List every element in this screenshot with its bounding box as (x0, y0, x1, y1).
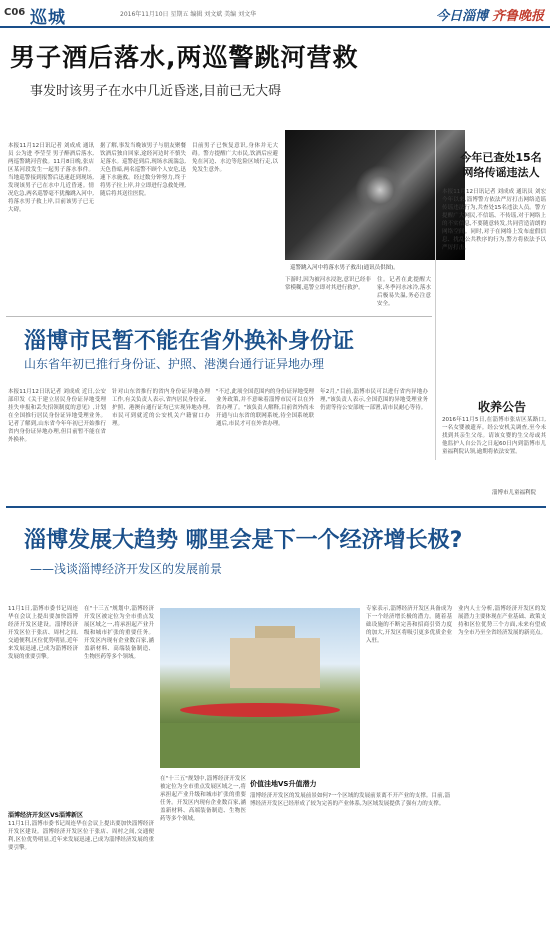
sidebar1-headline: 今年已查处15名网络传谣违法人 (460, 151, 542, 179)
logo-a: 今日淄博 (435, 9, 488, 24)
page-number: C06 (4, 7, 26, 18)
sidebar2-footer: 淄博市儿童福利院 (492, 490, 537, 496)
sidebar1-body: 本报11月12日讯记者 刘成成 通讯员 刘宏 今年以来,淄博警方依法严厉打击网络造谣传谣违法行为,共查处15名违法人员。警方提醒广大网民,不信谣、不传谣,对于网络上的不实信息,不要随意转发,共同营造清朗的网络空间。同时,对于在网络上发布虚假信息、扰乱公共秩序的行为,警方将依法予以严厉打击。 (442, 189, 546, 251)
masthead-logo (436, 5, 544, 24)
story2-col4: 年2月,"目前,淄博市民可以进行省内异地办理,"该负责人表示,全国范围的异地受理业务仍需等待公安部统一部署,请市民耐心等待。 (320, 389, 428, 411)
story3-col4: 业内人士分析,淄博经济开发区的发展潜力主要体现在产业基础、政策支持和区位优势三个方面,未来有望成为全市乃至全省经济发展的新亮点。 (458, 606, 546, 636)
story1-col3: 目前男子已恢复意识,身体并无大碍。警方提醒广大市民,饮酒后应避免在河边、水边等危险区域行走,以免发生意外。 (192, 143, 278, 173)
story2-headline: 淄博市民暂不能在省外换补身份证 (24, 329, 355, 354)
story1-col1: 本报11月12日讯记者 刘成成 通讯员 公为进 李莹莹 男子醉酒后落水,两巡警跳河营救。11月8日晚,张店区某河段发生一起男子落水事件。当地巡警接到报警后迅速赶到现场,发现该男子已在水中几近昏迷。情况危急,两名巡警毫不犹豫跳入河中,将落水男子救上岸,目前该男子已无大碍。 (8, 143, 94, 213)
column-divider (435, 130, 436, 460)
story3-col1: 11月1日,淄博市委书记周连华在会议上提出要加快淄博经济开发区建设。淄博经济开发区位于张店、周村之间,交通便利,区位优势明显,近年来发展迅速,已成为淄博经济发展的重要引擎。 (8, 606, 78, 660)
story2-col2: 针对山东省推行的省内身份证异地办理工作,有关负责人表示,省内居民身份证、护照、港澳台通行证均已实现异地办理,市民可到就近的公安机关户籍窗口办理。 (112, 389, 210, 427)
photo-building (230, 638, 320, 688)
story3-subtitle: 淄博经济开发区VS淄博新区 (8, 812, 83, 819)
sidebar2-body: 2016年11月5日,在淄博市张店区某路口,一名女婴被遗弃。经公安机关调查,至今未找到其亲生父母。请该女婴的生父母或其他监护人自公告之日起60日内到淄博市儿童福利院认领,逾期将依法安置。 (442, 417, 546, 455)
story1-col2: 据了解,事发当晚该男子与朋友聚餐饮酒后独自回家,途经河边时不慎失足落水。巡警赶到后,现场水流湍急,天色昏暗,两名巡警不顾个人安危,迅速下水施救。经过数分钟努力,终于将男子拉上岸,并立即进行急救处理,随后将其送往医院。 (100, 143, 186, 197)
story3-subhead: ——浅谈淄博经济开发区的发展前景 (30, 562, 223, 576)
story3-caption: 价值洼地VS升值潜力 (250, 780, 317, 788)
story3-body-left: 11月1日,淄博市委书记周连华在会议上提出要加快淄博经济开发区建设。淄博经济开发区位于张店、周村之间,交通便利,区位优势明显,近年来发展迅速,已成为淄博经济发展的重要引擎。 (8, 821, 154, 851)
page-header (0, 0, 550, 28)
story1-col4: 下游时,因为被河水浸泡,意识已经非常模糊,巡警立即对其进行救护。 (285, 277, 371, 291)
photo-flowerbed (180, 703, 340, 717)
story2-subhead: 山东省年初已推行身份证、护照、港澳台通行证异地办理 (24, 357, 325, 371)
story3-headline: 淄博发展大趋势 哪里会是下一个经济增长极? (24, 528, 463, 553)
story1-headline: 男子酒后落水,两巡警跳河营救 (10, 43, 359, 72)
story2-col1: 本报11月12日讯记者 刘成成 近日,公安部印发《关于建立居民身份证异地受理挂失申报和丢失招领制度的意见》,计划在全国推行居民身份证异地受理业务。记者了解到,山东省今年年初已开始推行省内身份证异地办理,但目前暂不能在省外换补。 (8, 389, 106, 443)
divider (6, 506, 546, 508)
logo-b: 齐鲁晚报 (491, 9, 544, 24)
story3-col3: 专家表示,淄博经济开发区具备成为下一个经济增长极的潜力。随着基础设施的不断完善和招商引资力度的加大,开发区将吸引更多优质企业入驻。 (366, 606, 452, 644)
story1-col5: 住。记者在此提醒大家,冬季河水冰冷,落水后极易失温,务必注意安全。 (377, 277, 431, 307)
divider (6, 316, 432, 317)
photo-lawn (160, 723, 360, 768)
story1-subhead: 事发时该男子在水中几近昏迷,目前已无大碍 (30, 84, 282, 99)
section-title: 巡城 (30, 8, 66, 28)
sidebar2-headline: 收养公告 (477, 400, 526, 414)
rescue-photo (285, 130, 465, 260)
photo-glow (355, 165, 405, 215)
story3-body-mid: 在"十三五"规划中,淄博经济开发区被定位为全市重点发展区域之一,将承担起产业升级和城市扩张的重要任务。开发区内现有企业数百家,涵盖新材料、高端装备制造、生物医药等多个领域。 (160, 776, 246, 822)
story3-col2: 在"十三五"规划中,淄博经济开发区被定位为全市重点发展区域之一,将承担起产业升级和城市扩张的重要任务。开发区内现有企业数百家,涵盖新材料、高端装备制造、生物医药等多个领域。 (84, 606, 154, 660)
development-zone-photo (160, 608, 360, 768)
story2-col3: "不过,此项全国范围内的身份证异地受理业务政策,并不意味着淄博市民可以在外省办理了。"该负责人解释,目前省外尚未开通与山东省的联网系统,待全国系统联通后,市民才可在外省办理。 (216, 389, 314, 427)
story1-caption: 巡警跳入河中将落水男子救出(通讯员供图)。 (290, 265, 399, 271)
story3-col5: 淄博经济开发区的发展前景如何?一个区域的发展前景离不开产业的支撑。目前,淄博经济开发区已经形成了较为完善的产业体系,为区域发展提供了强有力的支撑。 (250, 793, 450, 807)
issue-info: 2016年11月10日 星期五 编辑 刘文斌 美编 刘文华 (120, 11, 257, 18)
